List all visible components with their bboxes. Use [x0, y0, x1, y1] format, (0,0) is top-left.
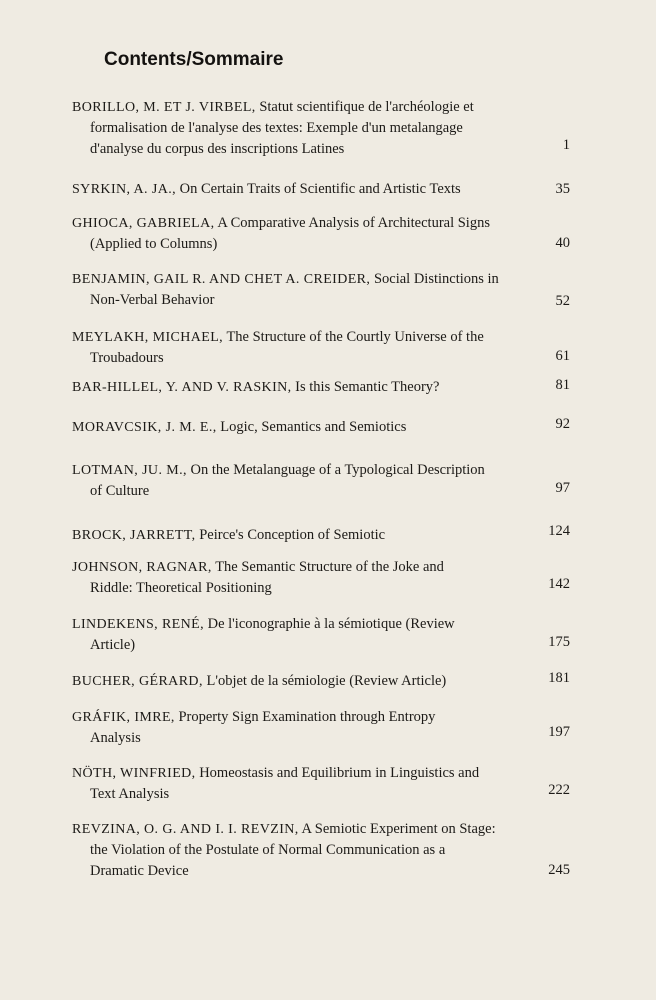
entry-title: Troubadours: [90, 350, 164, 366]
toc-entry: [72, 671, 572, 692]
entry-title: On the Metalanguage of a Typological Description: [190, 462, 485, 478]
toc-entry: [72, 417, 572, 438]
entry-page-number: 1: [562, 137, 570, 153]
entry-title: the Violation of the Postulate of Normal Communication as a: [90, 842, 446, 858]
entry-author: GRÁFIK, IMRE,: [72, 710, 175, 725]
entry-title: formalisation de l'analyse des textes: Exemple d'un metalangage: [90, 120, 463, 136]
entry-title: The Semantic Structure of the Joke and: [215, 559, 444, 575]
entry-title: De l'iconographie à la sémiotique (Review: [207, 616, 455, 632]
entry-title: Analysis: [90, 730, 141, 746]
entry-continuation-line: [72, 290, 572, 311]
entry-continuation-line: [72, 840, 572, 861]
entry-continuation-line: [72, 861, 572, 882]
entry-first-line: [72, 819, 572, 840]
entry-author: SYRKIN, A. JA.,: [72, 182, 177, 197]
entry-page-number: 81: [555, 377, 570, 393]
entry-continuation-line: [72, 578, 572, 599]
entry-first-line: [72, 614, 572, 635]
entry-author: NÖTH, WINFRIED,: [72, 766, 196, 781]
entry-first-line: [72, 179, 572, 200]
entry-title: A Semiotic Experiment on Stage:: [301, 821, 496, 837]
entry-page-number: 40: [555, 235, 570, 251]
toc-entry: [72, 819, 572, 882]
entry-first-line: [72, 417, 572, 438]
entry-title: Is this Semantic Theory?: [295, 379, 440, 395]
entry-author: BUCHER, GÉRARD,: [72, 674, 203, 689]
entry-page-number: 181: [548, 670, 570, 686]
entry-page-number: 124: [548, 523, 570, 539]
entry-page-number: 52: [555, 293, 570, 309]
toc-entry: [72, 460, 572, 502]
entry-title: A Comparative Analysis of Architectural Signs: [217, 215, 490, 231]
entry-author: JOHNSON, RAGNAR,: [72, 560, 212, 575]
entry-page-number: 35: [555, 181, 570, 197]
entry-author: BENJAMIN, GAIL R. AND CHET A. CREIDER,: [72, 272, 371, 287]
entry-page-number: 142: [548, 576, 570, 592]
entry-continuation-line: [72, 481, 572, 502]
entry-continuation-line: [72, 728, 572, 749]
entry-title: On Certain Traits of Scientific and Artistic Texts: [179, 181, 461, 197]
entry-title: Logic, Semantics and Semiotics: [220, 419, 407, 435]
entry-title: Social Distinctions in: [373, 271, 499, 287]
entry-continuation-line: [72, 118, 572, 139]
entry-page-number: 61: [555, 348, 570, 364]
toc-entry: [72, 763, 572, 805]
entry-author: BROCK, JARRETT,: [72, 528, 196, 543]
toc-entry: [72, 269, 572, 311]
entry-continuation-line: [72, 635, 572, 656]
entry-page-number: 97: [555, 480, 570, 496]
entry-title: Property Sign Examination through Entropy: [178, 709, 436, 725]
entry-title: L'objet de la sémiologie (Review Article): [206, 673, 447, 689]
entry-title: Article): [90, 637, 136, 653]
entry-title: (Applied to Columns): [90, 236, 218, 252]
entry-title: Text Analysis: [90, 786, 170, 802]
toc-entry: [72, 327, 572, 369]
entry-title: The Structure of the Courtly Universe of the: [226, 329, 484, 345]
toc-entry: [72, 614, 572, 656]
toc-entry: [72, 213, 572, 255]
entry-continuation-line: [72, 234, 572, 255]
entry-page-number: 222: [548, 782, 570, 798]
entry-page-number: 245: [548, 862, 570, 878]
toc-entry: [72, 525, 572, 546]
entry-author: MEYLAKH, MICHAEL,: [72, 330, 224, 345]
entry-first-line: [72, 763, 572, 784]
entry-first-line: [72, 707, 572, 728]
entry-continuation-line: [72, 348, 572, 369]
entry-author: BAR-HILLEL, Y. AND V. RASKIN,: [72, 380, 292, 395]
entry-page-number: 92: [555, 416, 570, 432]
toc-entry: [72, 97, 572, 160]
entry-first-line: [72, 557, 572, 578]
toc-entry: [72, 179, 572, 200]
entry-title: Homeostasis and Equilibrium in Linguistics and: [199, 765, 480, 781]
entry-first-line: [72, 213, 572, 234]
entry-title: d'analyse du corpus des inscriptions Latines: [90, 141, 345, 157]
entry-author: LOTMAN, JU. M.,: [72, 463, 187, 478]
entry-title: Statut scientifique de l'archéologie et: [259, 99, 474, 115]
entry-page-number: 175: [548, 634, 570, 650]
entry-author: REVZINA, O. G. AND I. I. REVZIN,: [72, 822, 299, 837]
entry-first-line: [72, 97, 572, 118]
entry-author: BORILLO, M. ET J. VIRBEL,: [72, 100, 256, 115]
entry-title: Peirce's Conception of Semiotic: [199, 527, 386, 543]
entry-page-number: 197: [548, 724, 570, 740]
entry-first-line: [72, 460, 572, 481]
entry-first-line: [72, 269, 572, 290]
entry-first-line: [72, 377, 572, 398]
entry-author: LINDEKENS, RENÉ,: [72, 617, 204, 632]
entry-title: of Culture: [90, 483, 150, 499]
entry-continuation-line: [72, 139, 572, 160]
entry-first-line: [72, 671, 572, 692]
toc-entry: [72, 557, 572, 599]
entry-continuation-line: [72, 784, 572, 805]
toc-entry: [72, 377, 572, 398]
entry-first-line: [72, 525, 572, 546]
entry-author: MORAVCSIK, J. M. E.,: [72, 420, 217, 435]
entry-first-line: [72, 327, 572, 348]
entry-title: Dramatic Device: [90, 863, 189, 879]
page-title: Contents/Sommaire: [104, 49, 284, 70]
entry-title: Riddle: Theoretical Positioning: [90, 580, 272, 596]
toc-entry: [72, 707, 572, 749]
entry-title: Non-Verbal Behavior: [90, 292, 215, 308]
entry-author: GHIOCA, GABRIELA,: [72, 216, 215, 231]
